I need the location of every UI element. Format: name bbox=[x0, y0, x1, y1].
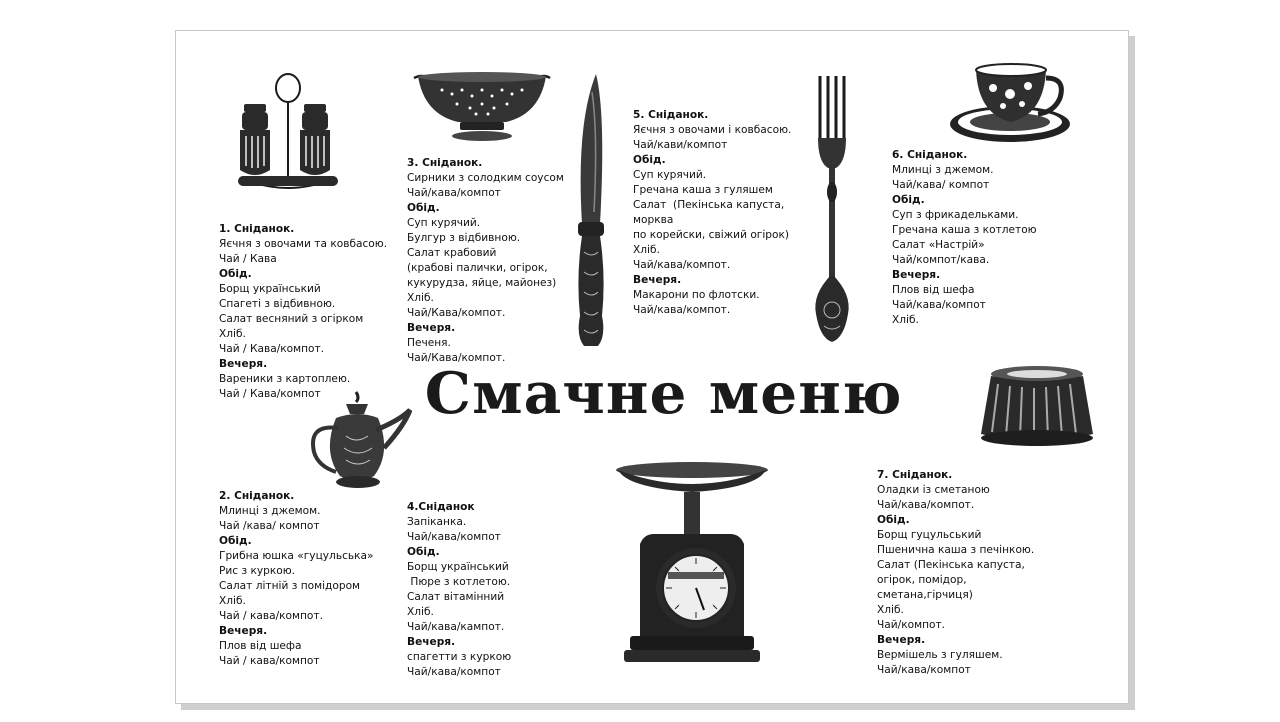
menu-line: Чай/кава/компот. bbox=[633, 259, 731, 271]
menu-line: (крабові палички, огірок, bbox=[407, 262, 548, 274]
menu-line: Обід. bbox=[877, 514, 910, 526]
page-title: Смачне меню bbox=[424, 360, 903, 427]
menu-line: морква bbox=[633, 214, 674, 226]
menu-line: Чай/кава/компот bbox=[407, 666, 501, 678]
menu-line: Хліб. bbox=[633, 244, 660, 256]
menu-line: Яєчня з овочами і ковбасою. bbox=[633, 124, 792, 136]
menu-line: Обід. bbox=[407, 546, 440, 558]
menu-line: Хліб. bbox=[877, 604, 904, 616]
jelly-mold-icon bbox=[978, 364, 1096, 448]
scale-icon bbox=[614, 460, 770, 668]
menu-day-4 bbox=[407, 500, 511, 680]
menu-line: Чай/компот/кава. bbox=[892, 254, 990, 266]
menu-line: Чай / Кава/компот. bbox=[219, 343, 325, 355]
menu-line: Салат (Пекінська капуста, bbox=[877, 559, 1025, 571]
menu-line: Вечеря. bbox=[877, 634, 926, 646]
menu-line: Рис з куркою. bbox=[219, 565, 296, 577]
menu-line: Печеня. bbox=[407, 337, 451, 349]
menu-line: Вермішель з гуляшем. bbox=[877, 649, 1003, 661]
menu-line: Чай/кава/кампот. bbox=[407, 621, 505, 633]
menu-line: Гречана каша з котлетою bbox=[892, 224, 1037, 236]
menu-line: Вечеря. bbox=[407, 636, 456, 648]
menu-line: 6. Сніданок. bbox=[892, 149, 968, 161]
menu-line: Вареники з картоплею. bbox=[219, 373, 351, 385]
menu-line: Вечеря. bbox=[219, 358, 268, 370]
colander-icon bbox=[412, 70, 552, 142]
menu-line: Млинці з джемом. bbox=[892, 164, 994, 176]
menu-line: Суп курячий. bbox=[633, 169, 707, 181]
menu-day-5 bbox=[633, 108, 791, 318]
fork-icon bbox=[810, 74, 854, 344]
menu-line: Борщ український bbox=[219, 283, 321, 295]
menu-line: Обід. bbox=[219, 268, 252, 280]
menu-line: Чай / Кава bbox=[219, 253, 277, 265]
menu-line: Суп курячий. bbox=[407, 217, 481, 229]
knife-icon bbox=[570, 72, 610, 352]
menu-line: Чай/кава/компот. bbox=[633, 304, 731, 316]
menu-line: Чай / кава/компот. bbox=[219, 610, 323, 622]
menu-line: Грибна юшка «гуцульська» bbox=[219, 550, 374, 562]
menu-line: Запіканка. bbox=[407, 516, 467, 528]
menu-line: 5. Сніданок. bbox=[633, 109, 709, 121]
menu-line: Яєчня з овочами та ковбасою. bbox=[219, 238, 388, 250]
menu-line: Чай/кави/компот bbox=[633, 139, 728, 151]
menu-line: Салат крабовий bbox=[407, 247, 497, 259]
menu-line: Спагеті з відбивною. bbox=[219, 298, 336, 310]
menu-line: Чай/кава/компот bbox=[407, 531, 501, 543]
menu-line: Салат літній з помідором bbox=[219, 580, 361, 592]
menu-line: Хліб. bbox=[407, 292, 434, 304]
menu-line: огірок, помідор, bbox=[877, 574, 967, 586]
menu-line: Млинці з джемом. bbox=[219, 505, 321, 517]
menu-line: Сирники з солодким соусом bbox=[407, 172, 564, 184]
menu-line: Борщ гуцульський bbox=[877, 529, 982, 541]
menu-line: Чай/кава/компот. bbox=[877, 499, 975, 511]
menu-line: Чай/кава/компот bbox=[892, 299, 986, 311]
cruet-icon bbox=[232, 68, 344, 196]
teacup-icon bbox=[948, 62, 1076, 146]
menu-day-3 bbox=[407, 156, 564, 366]
menu-line: Чай / Кава/компот bbox=[219, 388, 321, 400]
menu-line: Вечеря. bbox=[892, 269, 941, 281]
menu-line: Салат (Пекінська капуста, bbox=[633, 199, 785, 211]
menu-line: Чай/кава/компот bbox=[877, 664, 971, 676]
menu-line: Хліб. bbox=[407, 606, 434, 618]
menu-line: Чай/Кава/компот. bbox=[407, 307, 506, 319]
menu-line: Суп з фрикадельками. bbox=[892, 209, 1019, 221]
menu-line: Вечеря. bbox=[407, 322, 456, 334]
menu-line: Чай / кава/компот bbox=[219, 655, 320, 667]
menu-line: Вечеря. bbox=[219, 625, 268, 637]
menu-line: Хліб. bbox=[219, 595, 246, 607]
menu-line: Вечеря. bbox=[633, 274, 682, 286]
menu-line: кукурудза, яйце, майонез) bbox=[407, 277, 557, 289]
menu-line: Булгур з відбивною. bbox=[407, 232, 521, 244]
menu-line: Чай/компот. bbox=[877, 619, 946, 631]
teapot-icon bbox=[306, 390, 414, 492]
menu-line: Обід. bbox=[407, 202, 440, 214]
menu-line: 1. Сніданок. bbox=[219, 223, 295, 235]
menu-day-6 bbox=[892, 148, 1037, 328]
menu-line: Пшенична каша з печінкою. bbox=[877, 544, 1035, 556]
menu-line: Плов від шефа bbox=[219, 640, 302, 652]
menu-line: Обід. bbox=[892, 194, 925, 206]
menu-line: по корейски, свіжий огірок) bbox=[633, 229, 790, 241]
menu-line: Обід. bbox=[633, 154, 666, 166]
menu-line: Хліб. bbox=[892, 314, 919, 326]
menu-line: Чай/кава/ компот bbox=[892, 179, 990, 191]
menu-line: Хліб. bbox=[219, 328, 246, 340]
menu-line: Обід. bbox=[219, 535, 252, 547]
menu-line: 4.Сніданок bbox=[407, 501, 475, 513]
menu-line: 3. Сніданок. bbox=[407, 157, 483, 169]
menu-day-2 bbox=[219, 489, 374, 669]
menu-line: Макарони по флотски. bbox=[633, 289, 760, 301]
menu-line: Чай /кава/ компот bbox=[219, 520, 320, 532]
menu-line: Салат весняний з огірком bbox=[219, 313, 364, 325]
menu-line: Гречана каша з гуляшем bbox=[633, 184, 773, 196]
menu-line: Салат «Настрій» bbox=[892, 239, 985, 251]
menu-line: 2. Сніданок. bbox=[219, 490, 295, 502]
menu-line: Чай/Кава/компот. bbox=[407, 352, 506, 364]
menu-line: Пюре з котлетою. bbox=[407, 576, 511, 588]
menu-day-1 bbox=[219, 222, 387, 402]
menu-line: спагетти з куркою bbox=[407, 651, 512, 663]
menu-day-7 bbox=[877, 468, 1034, 678]
menu-line: Салат вітамінний bbox=[407, 591, 505, 603]
menu-line: сметана,гірчиця) bbox=[877, 589, 973, 601]
menu-line: Борщ український bbox=[407, 561, 509, 573]
menu-line: 7. Сніданок. bbox=[877, 469, 953, 481]
menu-line: Оладки із сметаною bbox=[877, 484, 990, 496]
menu-line: Плов від шефа bbox=[892, 284, 975, 296]
menu-line: Чай/кава/компот bbox=[407, 187, 501, 199]
